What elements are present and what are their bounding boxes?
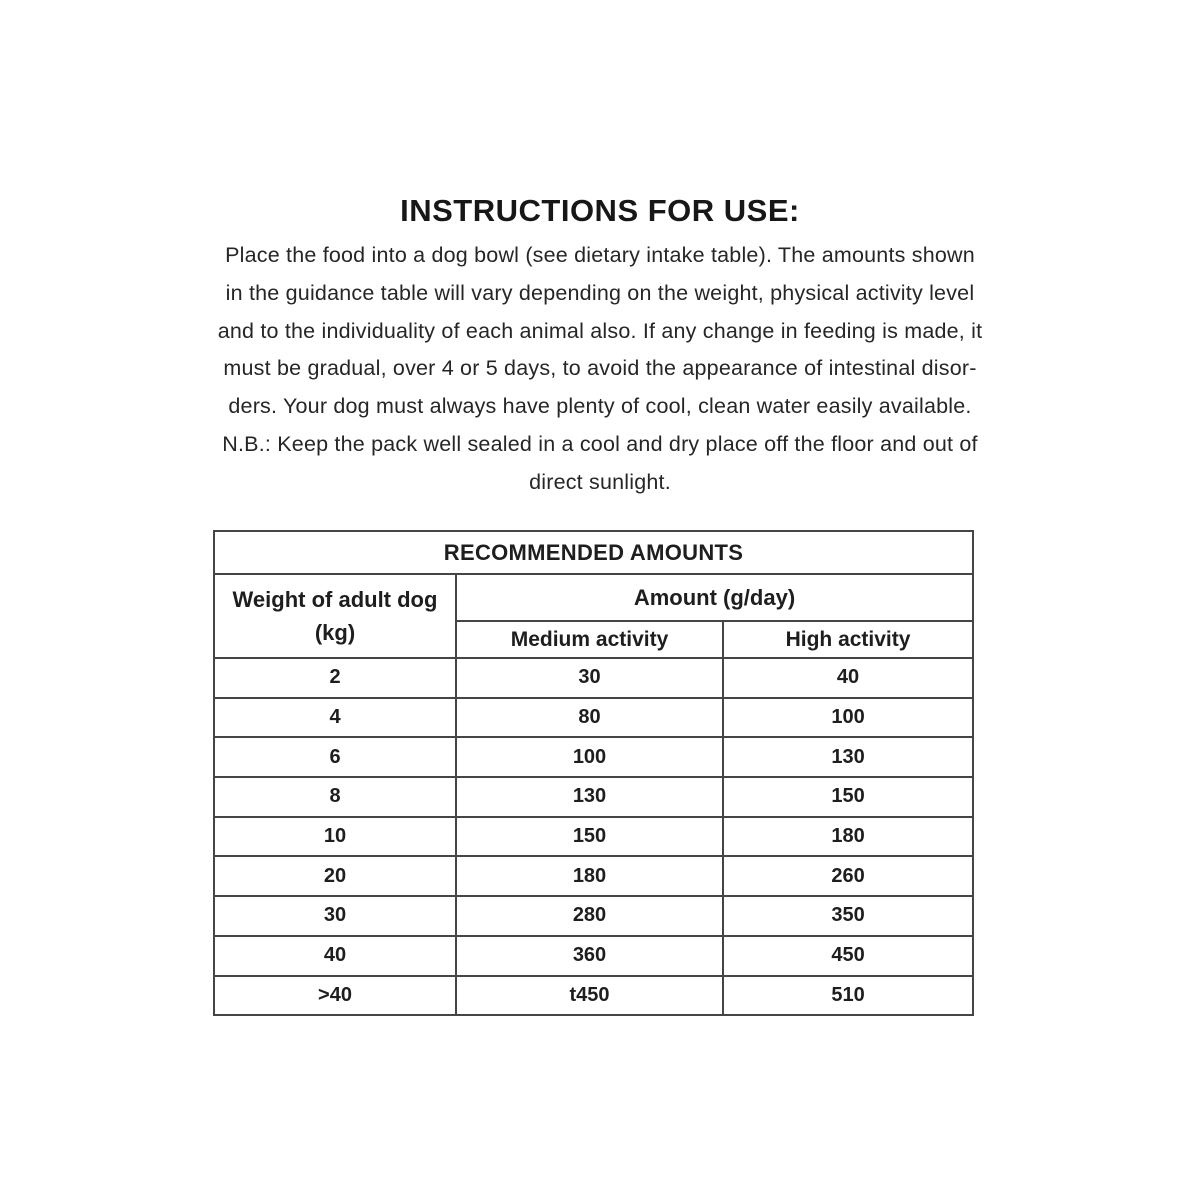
weight-cell: 2 [214,658,456,698]
medium-activity-cell: 130 [456,777,723,817]
weight-column-header [214,574,456,658]
table-group-header-row [214,574,973,621]
high-activity-cell: 350 [723,896,973,936]
medium-activity-cell: 30 [456,658,723,698]
instructions-line: Place the food into a dog bowl (see dietary intake table). The amounts shown [225,243,975,267]
instructions-line: direct sunlight. [529,469,671,494]
table-row [214,936,973,976]
weight-cell: 40 [214,936,456,976]
weight-cell: 8 [214,777,456,817]
medium-activity-cell: t450 [456,976,723,1016]
weight-cell: 10 [214,817,456,857]
table-row [214,777,973,817]
high-activity-cell: 450 [723,936,973,976]
medium-activity-cell: 280 [456,896,723,936]
table-row [214,698,973,738]
recommended-amounts-table [213,530,974,1016]
medium-activity-header: Medium activity [456,621,723,658]
medium-activity-cell: 360 [456,936,723,976]
high-activity-cell: 40 [723,658,973,698]
table-row [214,737,973,777]
instructions-line: in the guidance table will vary depending on the weight, physical activity level [225,280,975,305]
table-row [214,976,973,1016]
instructions-line: N.B.: Keep the pack well sealed in a cool and dry place off the floor and out of [222,431,978,456]
table-title-row [214,531,973,574]
high-activity-cell: 180 [723,817,973,857]
medium-activity-cell: 100 [456,737,723,777]
weight-header-line1: Weight of adult dog [232,587,438,612]
amount-column-header: Amount (g/day) [456,574,973,621]
medium-activity-cell: 150 [456,817,723,857]
high-activity-cell: 260 [723,856,973,896]
high-activity-cell: 510 [723,976,973,1016]
high-activity-cell: 130 [723,737,973,777]
medium-activity-cell: 80 [456,698,723,738]
table-title: RECOMMENDED AMOUNTS [214,531,973,574]
page-title: INSTRUCTIONS FOR USE: [400,193,800,228]
medium-activity-cell: 180 [456,856,723,896]
table-row [214,896,973,936]
table-row [214,856,973,896]
high-activity-cell: 100 [723,698,973,738]
table-row [214,817,973,857]
high-activity-cell: 150 [723,777,973,817]
instructions-text [185,237,1015,502]
weight-cell: 4 [214,698,456,738]
weight-cell: 6 [214,737,456,777]
weight-header-line2: (kg) [314,620,356,645]
weight-cell: 20 [214,856,456,896]
table-row [214,658,973,698]
instructions-line: must be gradual, over 4 or 5 days, to avoid the appearance of intestinal disor- [223,356,977,381]
weight-cell: >40 [214,976,456,1016]
instructions-line: ders. Your dog must always have plenty of cool, clean water easily available. [228,394,972,419]
instructions-line: and to the individuality of each animal also. If any change in feeding is made, it [217,318,983,343]
table-body [214,658,973,1015]
high-activity-header: High activity [723,621,973,658]
weight-cell: 30 [214,896,456,936]
